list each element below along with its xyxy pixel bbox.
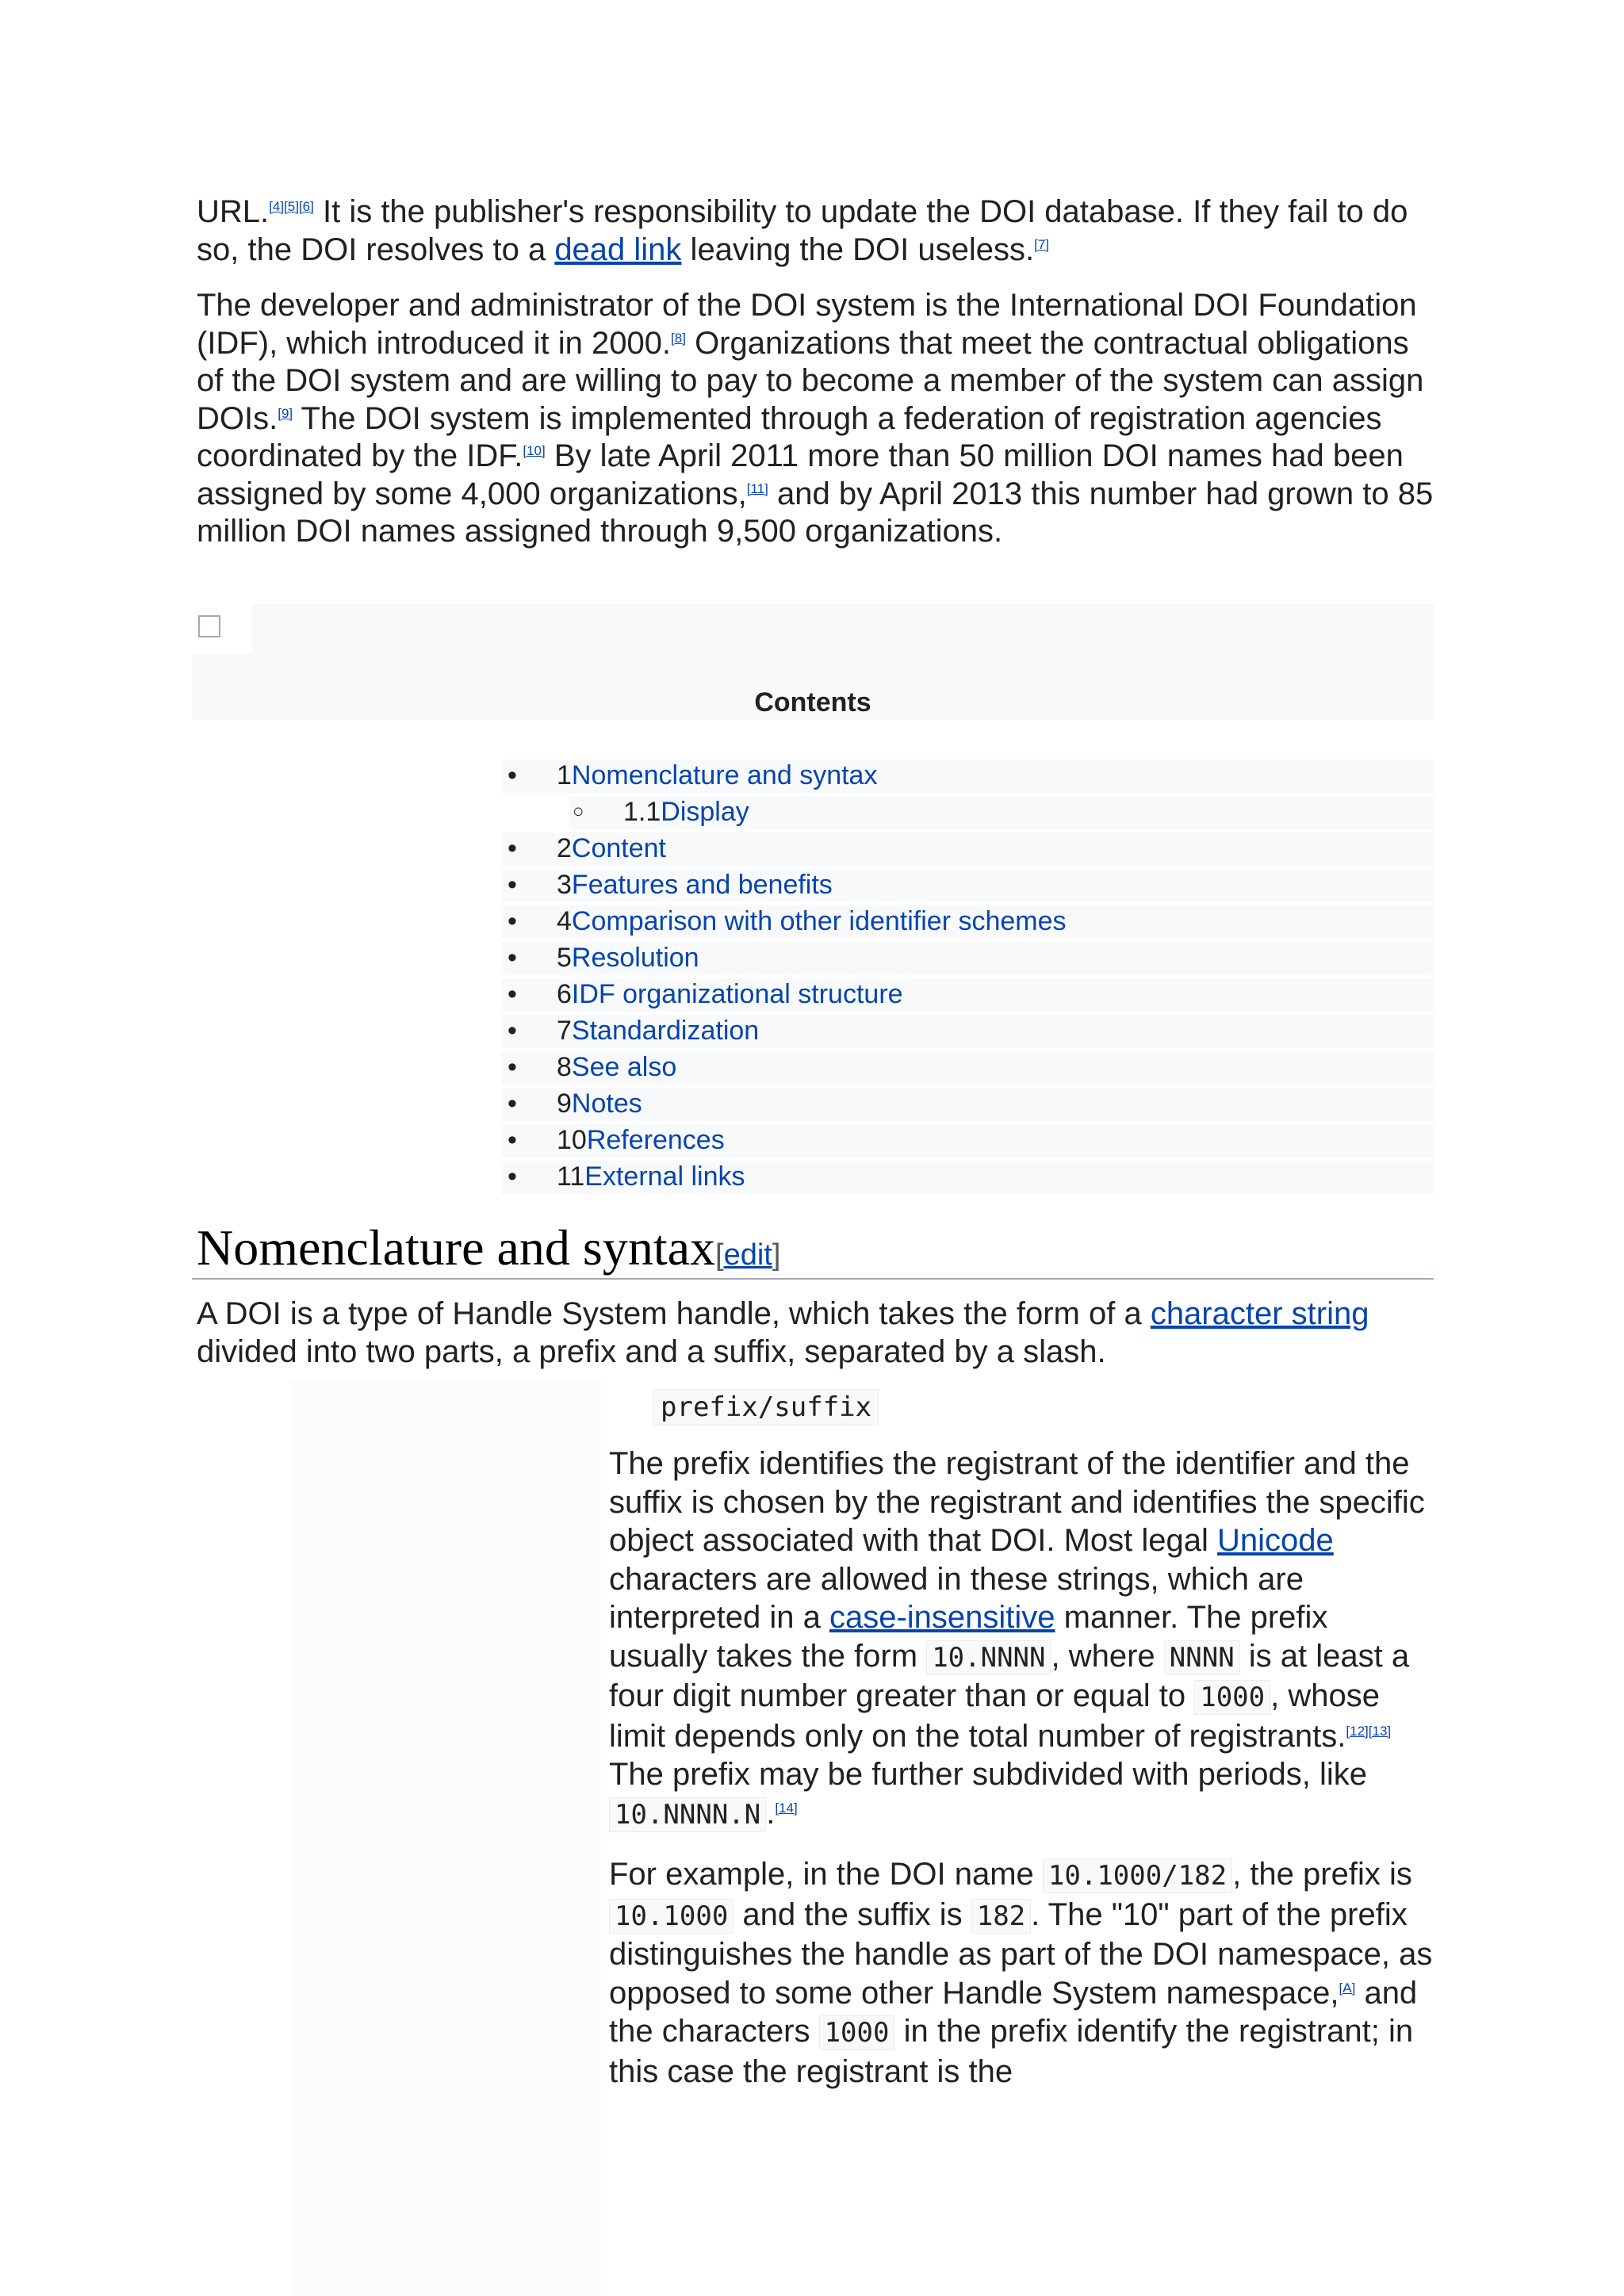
citation-link[interactable]: [12]	[1346, 1723, 1369, 1739]
code-inline: 182	[971, 1899, 1031, 1934]
toc-item-link[interactable]: Standardization	[571, 1016, 760, 1046]
heading-divider	[192, 1278, 1434, 1280]
toc-bullet-icon: •	[508, 906, 517, 936]
unicode-link[interactable]: Unicode	[1217, 1523, 1334, 1558]
toc-bullet-icon: •	[508, 870, 517, 900]
toc-sub-bullet-icon: ○	[573, 801, 584, 822]
toc-toggle-checkbox[interactable]	[198, 615, 220, 637]
text: URL.	[197, 194, 270, 229]
citation-link[interactable]: [4]	[269, 199, 285, 214]
section-paragraph-2: The prefix identifies the registrant of the identifier and the suffix is chosen by the registrant and identifies the specific object associated with that DOI. Most legal Unicode characters are allowed in these strings, which are interpreted in a case-insensitive manner. The prefix usually takes the form 10.NNNN , where NNNN is at least a four digit number greater than or equal to 1000 , whose limit depends only on the total number of registrants.[12][13] The prefix may be further subdivided with periods, like 10.NNNN.N .[14]	[609, 1446, 1425, 1831]
citation-link[interactable]: [6]	[298, 199, 314, 214]
citation-refs[interactable]	[269, 199, 314, 214]
code-inline: 10.NNNN	[926, 1640, 1051, 1675]
toc-item[interactable]	[0, 1013, 1624, 1048]
toc-item-number: 11	[557, 1161, 585, 1192]
toc-item-link[interactable]: Resolution	[571, 943, 699, 973]
edit-section: [edit]	[715, 1238, 781, 1272]
citation-link[interactable]: [8]	[671, 330, 686, 346]
toc-bullet-icon: •	[508, 1089, 517, 1119]
toc-item-number: 2	[557, 833, 572, 863]
citation-link[interactable]: [7]	[1034, 236, 1050, 252]
toc-item[interactable]	[0, 1159, 1624, 1194]
toc-bullet-icon: •	[508, 979, 517, 1009]
toc-item-number: 7	[557, 1016, 572, 1046]
citation-link[interactable]: [A]	[1339, 1980, 1356, 1996]
text: Organizations that meet the contractual obligations of the DOI system and are willing to pay to become a member of the system can assign DOIs.	[197, 325, 1424, 436]
character-string-link[interactable]: character string	[1150, 1296, 1369, 1331]
citation-link[interactable]: [10]	[523, 443, 546, 458]
dead-link-link[interactable]: dead link	[554, 232, 682, 267]
toc-item[interactable]	[0, 977, 1624, 1012]
text: The DOI system is implemented through a federation of registration agencies coordinated by the IDF.	[197, 400, 1382, 473]
toc-item-link[interactable]: IDF organizational structure	[571, 979, 903, 1009]
text: By late April 2011 more than 50 million DOI names had been assigned by some 4,000 organizations,	[197, 438, 1404, 511]
edit-link[interactable]: edit	[723, 1238, 772, 1272]
toc-bullet-icon: •	[508, 1016, 517, 1046]
toc-bullet-icon: •	[508, 1161, 517, 1192]
toc-item-number: 1.1	[623, 797, 661, 827]
toc-item-number: 4	[557, 906, 572, 936]
toc-item-number: 6	[557, 979, 572, 1009]
toc-item-number: 1	[557, 760, 572, 790]
code-inline: 1000	[819, 2015, 895, 2050]
toc-item-number: 8	[557, 1052, 572, 1082]
margin-shade	[290, 1380, 607, 2296]
toc-item[interactable]	[0, 758, 1624, 793]
toc-item-link[interactable]: External links	[584, 1161, 745, 1192]
toc-item-link[interactable]: Features and benefits	[571, 870, 833, 900]
text: The developer and administrator of the DOI system is the International DOI Foundation (IDF), which introduced it in 2000.	[197, 288, 1417, 361]
toc-item-link[interactable]: Notes	[571, 1089, 642, 1119]
section-heading	[197, 1216, 1434, 1287]
toc-bullet-icon: •	[508, 833, 517, 863]
citation-link[interactable]: [9]	[278, 405, 293, 421]
toc-item-number: 5	[557, 943, 572, 973]
toc-item[interactable]	[0, 867, 1624, 902]
code-inline: 10.NNNN.N	[609, 1797, 766, 1832]
toc-item-link[interactable]: References	[586, 1125, 725, 1155]
toc-item-number: 3	[557, 870, 572, 900]
section-paragraph-1	[197, 1295, 1434, 1371]
text: divided into two parts, a prefix and a suffix, separated by a slash.	[197, 1334, 1106, 1369]
case-insensitive-link[interactable]: case-insensitive	[829, 1600, 1055, 1635]
toc-bullet-icon: •	[508, 760, 517, 790]
section-heading-text: Nomenclature and syntax	[197, 1219, 715, 1276]
toc-item-number: 10	[557, 1125, 587, 1155]
toc-bullet-icon: •	[508, 1052, 517, 1082]
toc-item[interactable]	[0, 1086, 1624, 1121]
toc-item-number: 9	[557, 1089, 572, 1119]
text: A DOI is a type of Handle System handle, which takes the form of a	[197, 1296, 1151, 1331]
toc-bullet-icon: •	[508, 1125, 517, 1155]
toc-item[interactable]	[0, 904, 1624, 939]
code-inline: 10.1000	[609, 1899, 733, 1934]
toc-item[interactable]	[0, 794, 1624, 829]
citation-link[interactable]: [11]	[746, 480, 768, 496]
toc-item[interactable]	[0, 1050, 1624, 1085]
toc-item-link[interactable]: Display	[661, 797, 749, 827]
text: leaving the DOI useless.	[681, 232, 1035, 267]
intro-paragraph-2	[197, 287, 1434, 551]
toc-item[interactable]	[0, 831, 1624, 866]
code-inline: 10.1000/182	[1043, 1858, 1232, 1893]
prefix-suffix-code: prefix/suffix	[653, 1389, 879, 1425]
citation-link[interactable]: [14]	[775, 1800, 798, 1816]
toc-title: Contents	[754, 687, 871, 718]
code-inline: 1000	[1194, 1680, 1270, 1715]
toc-bullet-icon: •	[508, 943, 517, 973]
toc-item-link[interactable]: Content	[571, 833, 667, 863]
citation-link[interactable]: [5]	[284, 199, 299, 214]
toc-item[interactable]	[0, 1123, 1624, 1158]
citation-link[interactable]: [13]	[1368, 1723, 1392, 1739]
text: and by April 2013 this number had grown to 85 million DOI names assigned through 9,500 organizations.	[197, 476, 1434, 549]
toc-item[interactable]	[0, 940, 1624, 975]
toc-item-link[interactable]: Nomenclature and syntax	[571, 760, 878, 790]
intro-paragraph-1	[197, 193, 1434, 269]
text: It is the publisher's responsibility to update the DOI database. If they fail to do so, the DOI resolves to a	[197, 194, 1408, 267]
toc-item-link[interactable]: Comparison with other identifier schemes	[571, 906, 1067, 936]
toc-item-link[interactable]: See also	[571, 1052, 677, 1082]
section-paragraph-3: For example, in the DOI name 10.1000/182 , the prefix is 10.1000 and the suffix is 182 . The "10" part of the prefix distinguishes the handle as part of the DOI namespace, as opposed to some other Handle System namespace,[A] and the characters 1000 in the prefix identify the registrant; in this case the registrant is the	[609, 1857, 1433, 2089]
code-inline: NNNN	[1164, 1640, 1240, 1675]
